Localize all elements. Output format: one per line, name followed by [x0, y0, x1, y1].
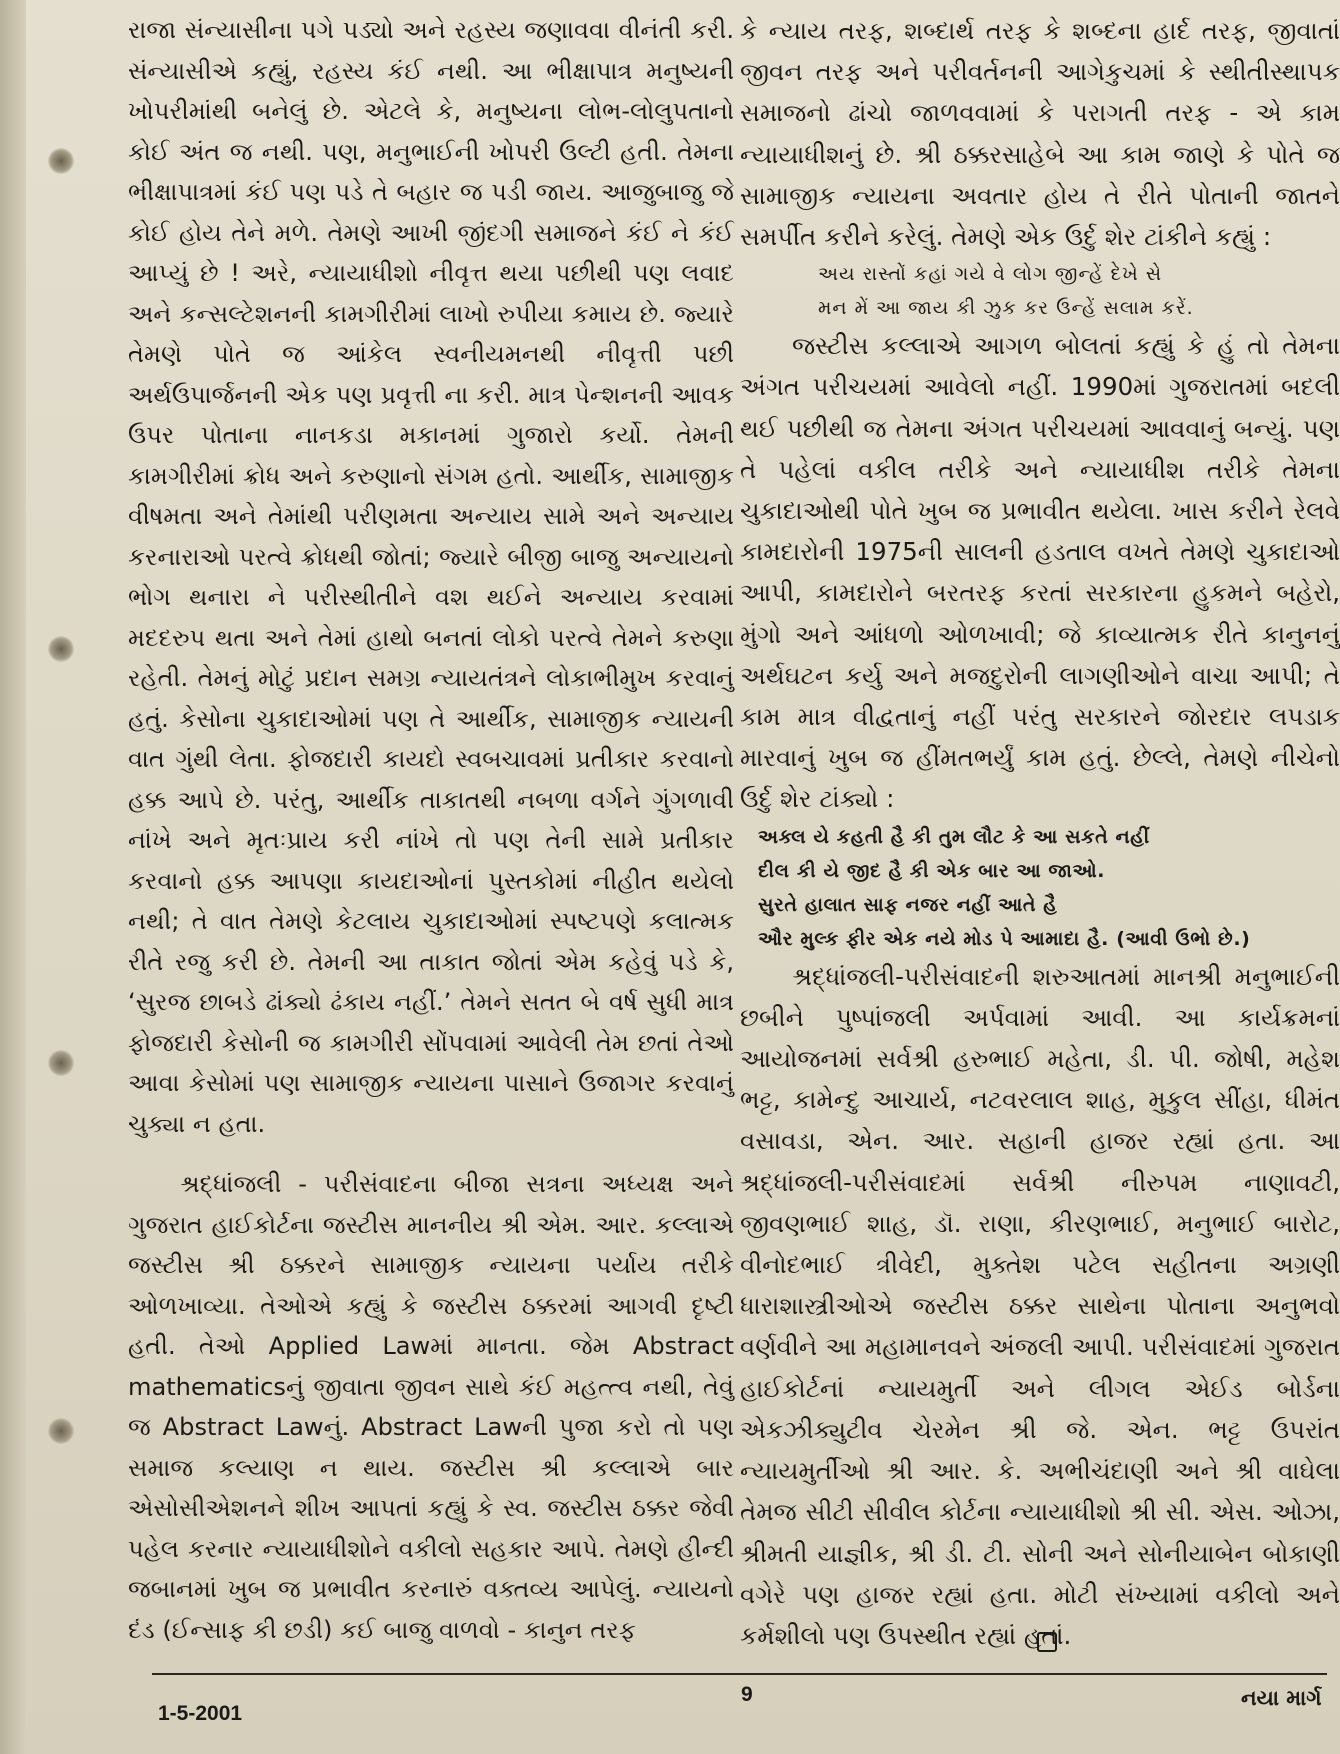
staple-hole: [48, 1418, 74, 1444]
urdu-couplet-line: દીલ કી યે જીદ હૈ કી એક બાર આ જાઓ.: [758, 859, 1106, 882]
page-binding-edge: [0, 0, 26, 1754]
urdu-couplet-line: અય રાસ્તોં કહાં ગયે વે લોગ જીન્હેં દેખે સે: [818, 263, 1163, 286]
publication-name: નયા માર્ગ: [1241, 1686, 1322, 1710]
page-number: 9: [741, 1683, 753, 1706]
right-paragraph-2: જસ્ટીસ કલ્લાએ આગળ બોલતાં કહ્યું કે હું તો તેમના અંગત પરીચયમાં આવેલો નહીં. 1990માં ગુજરાતમાં બદલી થઈ પછીથી જ તેમના અંગત પરીચયમાં આવવાનું બન્યું. પણ તે પહેલાં વકીલ તરીકે અને ન્યાયાધીશ તરીકે તેમના ચુકાદાઓથી પોતે ખુબ જ પ્રભાવીત થયેલા. ખાસ કરીને રેલવે કામદારોની 1975ની સાલની હડતાલ વખતે તેમણે ચુકાદાઓ આપી, કામદારોને બરતરફ કરતાં સરકારના હુકમને બહેરો, મુંગો અને આંધળો ઓળખાવી; જે કાવ્યાત્મક રીતે કાનુનનું અર્થઘટન કર્યુ અને મજદુરોની લાગણીઓને વાચા આપી; તે કામ માત્ર વીદ્વતાનું નહીં પરંતુ સરકારને જોરદાર લપડાક મારવાનું ખુબ જ હીંમતભર્યું કામ હતું. છેલ્લે, તેમણે નીચેનો ઉર્દુ શેર ટાંક્યો :: [740, 331, 1340, 814]
left-text-column: [128, 10, 734, 1650]
staple-hole: [48, 148, 74, 174]
urdu-couplet-line: ઔર મુલ્ક ફીર એક નયે મોડ પે આમાદા હૈ. (આવી ઉભો છે.): [758, 927, 1251, 950]
urdu-couplet-line: સુરતે હાલાત સાફ નજર નહીં આતે હૈ: [758, 893, 1058, 916]
staple-hole: [48, 1050, 74, 1076]
right-paragraph-3: શ્રદ્ધાંજલી-પરીસંવાદની શરુઆતમાં માનશ્રી મનુભાઈની છબીને પુષ્પાંજલી અર્પવામાં આવી. આ કાર્યક્રમનાં આયોજનમાં સર્વશ્રી હરુભાઈ મહેતા, ડી. પી. જોષી, મહેશ ભટ્ટ, કામેન્દુ આચાર્ય, નટવરલાલ શાહ, મુકુલ સીંહા, ધીમંત વસાવડા, એન. આર. સહાની હાજર રહ્યાં હતા. આ શ્રદ્ધાંજલી-પરીસંવાદમાં સર્વશ્રી નીરુપમ નાણાવટી, જીવણભાઈ શાહ, ડૉ. રાણા, કીરણભાઈ, મનુભાઈ બારોટ, વીનોદભાઈ ત્રીવેદી, મુક્તેશ પટેલ સહીતના અગ્રણી ધારાશાસ્ત્રીઓએ જસ્ટીસ ઠક્કર સાથેના પોતાના અનુભવો વર્ણવીને આ મહામાનવને અંજલી આપી. પરીસંવાદમાં ગુજરાત હાઈકોર્ટનાં ન્યાયમુર્તી અને લીગલ એઈડ બોર્ડના એકઝીક્યુટીવ ચેરમેન શ્રી જે. એન. ભટ્ટ ઉપરાંત ન્યાયમુર્તીઓ શ્રી આર. કે. અભીચંદાણી અને શ્રી વાઘેલા તેમજ સીટી સીવીલ કોર્ટના ન્યાયાધીશો શ્રી સી. એસ. ઓઝા, શ્રીમતી યાજ્ઞીક, શ્રી ડી. ટી. સોની અને સોનીયાબેન બોકાણી વગેરે પણ હાજર રહ્યાં હતા. મોટી સંખ્યામાં વકીલો અને કર્મશીલો પણ ઉપસ્થીત રહ્યાં હતાં.: [740, 961, 1340, 1650]
right-paragraph-1: કે ન્યાય તરફ, શબ્દાર્થ તરફ કે શબ્દના હાર્દ તરફ, જીવાતાં જીવન તરફ અને પરીવર્તનની આગેકુચમાં કે સ્થીતીસ્થાપક સમાજનો ઢાંચો જાળવવામાં કે પરાગતી તરફ - એ કામ ન્યાયાધીશનું છે. શ્રી ઠક્કરસાહેબે આ કામ જાણે કે પોતે જ સામાજીક ન્યાયના અવતાર હોય તે રીતે પોતાની જાતને સમર્પીત કરીને કરેલું. તેમણે એક ઉર્દુ શેર ટાંકીને કહ્યું :: [740, 16, 1340, 252]
footer-date: 1-5-2001: [158, 1702, 243, 1725]
right-text-column: [740, 10, 1340, 1656]
left-paragraph-1: રાજા સંન્યાસીના પગે પડ્યો અને રહસ્ય જણાવવા વીનંતી કરી. સંન્યાસીએ કહ્યું, રહસ્ય કંઈ નથી. આ ભીક્ષાપાત્ર મનુષ્યની ખોપરીમાંથી બનેલું છે. એટલે કે, મનુષ્યના લોભ-લોલુપતાનો કોઈ અંત જ નથી. પણ, મનુભાઈની ખોપરી ઉલ્ટી હતી. તેમના ભીક્ષાપાત્રમાં કંઈ પણ પડે તે બહાર જ પડી જાય. આજુબાજુ જે કોઈ હોય તેને મળે. તેમણે આખી જીંદગી સમાજને કંઈ ને કંઈ આપ્યું છે ! અરે, ન્યાયાધીશો નીવૃત્ત થયા પછીથી પણ લવાદ અને કન્સલ્ટેશનની કામગીરીમાં લાખો રુપીયા કમાય છે. જ્યારે તેમણે પોતે જ આંકેલ સ્વનીયમનથી નીવૃત્તી પછી અર્થઉપાર્જનની એક પણ પ્રવૃત્તી ના કરી. માત્ર પેન્શનની આવક ઉપર પોતાના નાનકડા મકાનમાં ગુજારો કર્યો. તેમની કામગીરીમાં ક્રોધ અને કરુણાનો સંગમ હતો. આર્થીક, સામાજીક વીષમતા અને તેમાંથી પરીણમતા અન્યાય સામે અને અન્યાય કરનારાઓ પરત્વે ક્રોધથી જોતાં; જ્યારે બીજી બાજુ અન્યાયનો ભોગ થનારા ને પરીસ્થીતીને વશ થઈને અન્યાય કરવામાં મદદરુપ થતા અને તેમાં હાથો બનતાં લોકો પરત્વે તેમને કરુણા રહેતી. તેમનું મોટું પ્રદાન સમગ્ર ન્યાયતંત્રને લોકાભીમુખ કરવાનું હતું. કેસોના ચુકાદાઓમાં પણ તે આર્થીક, સામાજીક ન્યાયની વાત ગુંથી લેતા. ફોજદારી કાયદો સ્વબચાવમાં પ્રતીકાર કરવાનો હક્ક આપે છે. પરંતુ, આર્થીક તાકાતથી નબળા વર્ગને ગુંગળાવી નાંખે અને મૃતઃપ્રાય કરી નાંખે તો પણ તેની સામે પ્રતીકાર કરવાનો હક્ક આપણા કાયદાઓનાં પુસ્તકોમાં નીહીત થયેલો નથી; તે વાત તેમણે કેટલાય ચુકાદાઓમાં સ્પષ્ટપણે કલાત્મક રીતે રજુ કરી છે. તેમની આ તાકાત જોતાં એમ કહેવું પડે કે, ‘સુરજ છાબડે ઢાંક્યો ઢંકાય નહીં.’ તેમને સતત બે વર્ષ સુધી માત્ર ફોજદારી કેસોની જ કામગીરી સોંપવામાં આવેલી તેમ છતાં તેઓ આવા કેસોમાં પણ સામાજીક ન્યાયના પાસાને ઉજાગર કરવાનું ચુક્યા ન હતા.: [128, 16, 734, 1138]
urdu-couplet-line: મન મેં આ જાય કી ઝુક કર ઉન્હેં સલામ કરેં.: [818, 297, 1194, 320]
left-paragraph-2: શ્રદ્ધાંજલી - પરીસંવાદના બીજા સત્રના અધ્યક્ષ અને ગુજરાત હાઈકોર્ટના જસ્ટીસ માનનીય શ્રી એમ. આર. કલ્લાએ જસ્ટીસ શ્રી ઠક્કરને સામાજીક ન્યાયના પર્યાય તરીકે ઓળખાવ્યા. તેઓએ કહ્યું કે જસ્ટીસ ઠક્કરમાં આગવી દૃષ્ટી હતી. તેઓ Applied Lawમાં માનતા. જેમ Abstract mathematicsનું જીવાતા જીવન સાથે કંઈ મહત્ત્વ નથી, તેવું જ Abstract Lawનું. Abstract Lawની પુજા કરો તો પણ સમાજ કલ્યાણ ન થાય. જસ્ટીસ શ્રી કલ્લાએ બાર એસોસીએશનને શીખ આપતાં કહ્યું કે સ્વ. જસ્ટીસ ઠક્કર જેવી પહેલ કરનાર ન્યાયાધીશોને વકીલો સહકાર આપે. તેમણે હીન્દી જબાનમાં ખુબ જ પ્રભાવીત કરનારું વક્તવ્ય આપેલું. ન્યાયનો દંડ (ઈન્સાફ કી છડી) કઈ બાજુ વાળવો - કાનુન તરફ: [128, 1170, 734, 1644]
urdu-couplet-line: અક્લ યે કહતી હૈ કી તુમ લૌટ કે આ સકતે નહીં: [758, 825, 1150, 848]
article-end-mark: [1037, 1632, 1057, 1652]
footer-rule: [152, 1673, 1327, 1675]
staple-hole: [48, 636, 74, 662]
